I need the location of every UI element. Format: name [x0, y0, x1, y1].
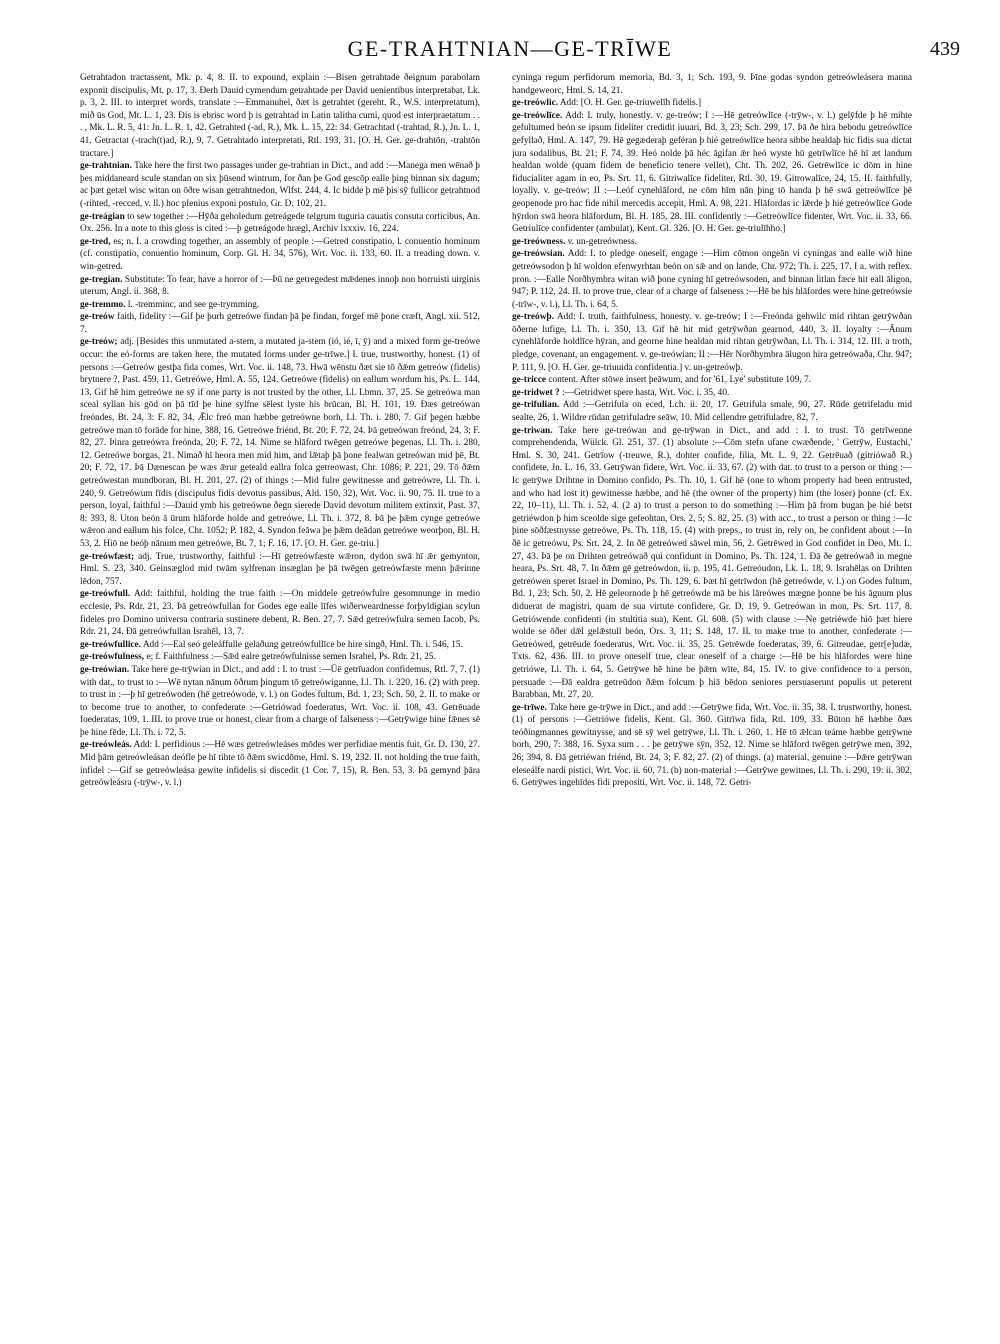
dictionary-entry — [512, 72, 912, 97]
entry-headword: ge-treówness. — [512, 236, 566, 247]
entry-text: Take here ge-trȳwe in Dict., and add :—Getrȳwe fida, Wrt. Voc. ii. 35, 38. I. trustworthy, honest. (1) of persons :—Getriówe fidelis, Kent. Gl. 360. Gitrīwa fida, Rtl. 109, 33. Būton hē hæbbe ðæs teóðingmannes gewitnysse, and sē sȳ wel getrȳwe, Ll. Th. i. 260, 1. Hē tō ǣlcan teáme hæbbe getrȳwne borh, 290, 7: 388, 16. Syxa sum . . . þe getrȳwe sȳn, 352, 12. Nime se hlāford twēgen getrȳwe men, 392, 26; 394, 8. Ðā getriéwan friénd, Bt. 24, 3; F. 82, 27. (2) of things. (a) material, genuine :—Þǣre getrȳwan eleseálfe nardi pistici, Wrt. Voc. ii. 60, 71. (b) non-material :—Getrȳwe gewitnes, Ll. Th. i. 290, 19: ii. 302, 6. Getrȳwes ingehīdes fidi prepositi, Wrt. Voc. ii. 148, 72. Getri- — [512, 702, 912, 789]
entry-headword: ge-trīwe. — [512, 702, 547, 713]
entry-text: Add: faithful, holding the true faith :—On middele getreówfulre gesomnunge in medio ecclesie, Ps. Rdr. 21, 23. Þā getreówfullan for Godes ege ealle līfes wiðerweardnesse forþyldigian scylun fideles pro Domino universa contraria sustinere debent, R. Ben. 27, 7. Sǣd getreówfulra semen Iacob, Ps. Rdr. 21, 24. Ðā getreówfullan Israhēl, 13, 7. — [80, 589, 480, 638]
dictionary-entry — [512, 110, 912, 236]
entry-text: e; f. Faithfulness :—Sǣd ealre getreówfulnisse semen Israhel, Ps. Rdr. 21, 25. — [146, 652, 436, 663]
entry-headword: ge-tricce — [512, 375, 547, 386]
left-column — [80, 72, 480, 1320]
dictionary-entry — [512, 248, 912, 311]
dictionary-entry — [80, 739, 480, 789]
entry-text: Substitute: To fear, have a horror of :—Þū ne getregedest mǣdenes innoþ non horruisti uirginis uterum, Angl. ii. 368, 8. — [80, 274, 480, 298]
dictionary-entry — [80, 211, 480, 236]
entry-headword: ge-treówlic. — [512, 98, 559, 109]
entry-headword: ge-treówfæst; — [80, 551, 135, 562]
dictionary-entry — [80, 651, 480, 664]
entry-text: l. -tremminc, and see ge-trymming. — [127, 299, 260, 310]
dictionary-entry — [512, 236, 912, 249]
dictionary-entry — [512, 97, 912, 110]
dictionary-entry — [80, 336, 480, 550]
dictionary-entry — [512, 702, 912, 790]
entry-text: content. After stōwe insert þeāwum, and for '61, Lye' substitute 109, 7. — [548, 375, 811, 386]
entry-headword: ge-treówsian. — [512, 249, 565, 260]
dictionary-entry — [80, 588, 480, 638]
entry-headword: ge-tregian. — [80, 274, 123, 285]
entry-headword: ge-triwan. — [512, 425, 553, 436]
entry-text: faith, fidelity :—Gif þe þurh getreówe findan þā þe findan, forgef mē þone cræft, Angl. xii. 512, 7. — [80, 312, 480, 335]
entry-headword: ge-tred, — [80, 236, 111, 247]
entry-text: Add: I. perfidious :—Hē wæs getreówleáses mōdes wer perfidiae mentis fuit, Gr. D. 130, 27. Mid þām getreówleásan deófle þe hī tihte tō ðǣm swicdōme, Hml. S. 19, 232. II. not holding the true faith, infidel :—Gif se getreówleása gewite infidelis si discedit (1 Cor. 7, 15), R. Ben. 53, 3. Þā gemynd þāra getreówleásra (-trȳw-, v. l.) — [80, 740, 480, 789]
dictionary-entry — [80, 299, 480, 312]
entry-text: :—Getridwet spere hasta, Wrt. Voc. i. 35, 40. — [562, 387, 730, 398]
entry-text: Take here the first two passages under ge-trahtian in Dict., and add :—Manega men wēnað þ þes middaneard scule standan on six þūsend wintrum, for ðan þe God gescōp ealle þing binnan six dagum; ac þæt getæl wisc witan on ōðre wisan getrahtnedon, Wlfst. 244, 4. Ic bidde þ mē þis sȳ fullicor getrahtnod (-rihted, -recced, v. ll.) hoc plenius exponi postulo, Gr. D. 102, 21. — [80, 161, 480, 209]
entry-headword: ge-treówþ. — [512, 312, 554, 323]
entry-text: Add: I. truth, faithfulness, honesty. v. ge-treów; I :—Freónda gehwilc mid rihtan getrȳwðan ōðerne lufige, Ll. Th. i. 350, 13. Gif hē hit mid getrȳwðan gearnod, 440, 3. II. loyalty :—Ānum cynehlāforde holdlīce hȳran, and geornе hine healdan mid rihtan getrȳwðan, Ll. Th. i. 314, 12. III. a troth, pledge, covenant, an engagement. v. ge-treówian; II :—Hēr Norðhymbra ālugon hira getreówaða, Chr. 947; P. 111, 9. [O. H. Ger. ge-triuuida confidentia.] v. un-getreówþ. — [512, 312, 912, 373]
entry-text: Getrahtadon tractassent, Mk. p. 4, 8. II. to expound, explain :—Bisen getrahtade ðeignum parabolam exponit discipulis, Mt. p. 17, 3. Ðerh Dauid cymendum getrahtade per David uenientibus interpretabat, Lk. p. 3, 2. III. to interpret words, translate :—Emmanuhel, ðæt is getrahtet (gereht, R., W.S. interpretatum), mið ūs God, Mt. L. 1, 23. Ðis is ebrisc word þ is getrahtad in Latin talitha cumi, quod est interpraetatum . . . , Mk. L. R. 5, 41: Jn. L. R. 1, 42. Getrahted (-ad, R.), Mk. L. 15, 22: 34. Getrachtad (-trahtad, R.), Jn. L. 1, 41. Getractat (-trach(t)ad, R.), 9, 7. Getrahtado interpretati, Rtl. 193, 31. [O. H. Ger. ge-drahtōn, -trahtōn tractare.] — [80, 73, 480, 159]
entry-text: Take here ge-trȳwian in Dict., and add : I. to trust :—Ūē getrīuadon confidemus, Rtl. 7, 7. (1) with dat., to trust to :—Wē nytan nānum ōðrum þingum tō getreówiganne, Ll. Th. i. 220, 16. (2) with prep. to trust in :—þ hī getreówoden (hē getreówode, v. l.) on Godes fultum, Bd. 1, 23; Sch. 50, 2. II. to make or to become true to another, to confederate :—Getriówad foederatus, Wrt. Voc. ii. 108, 43. Getrēuade foederatas, 109, 1. III. to prove true or honest, clear from a charge of falseness :—Getrȳwige hine fǣnes sē þe hine fēde, Ll. Th. i. 72, 5. — [80, 664, 480, 738]
entry-text: adj. [Besides this unmutated a-stem, a mutated ja-stem (ió, ié, ī, ȳ) and a mixed form ge-treówe occur: the eó-forms are taken here, the mutated forms under ge-trīwe.] I. true, trustworthy, honest. (1) of persons :—Getreów gestþa fida comes, Wrt. Voc. ii. 148, 73. Hwā wēnstu ðæt sie tō ðǣm getreów (fidelis) brytnere ?, Past. 459, 11. Getreówe, Hml. A. 55, 124. Getreówe (fidelis) on eallum wordum his, Ps. L. 144, 13. Gif hē him getreówe ne sȳ if one party is not trusted by the other, Ll. Lbmn. 37, 25. Se getreówa man sceal syllan his gōd on þā tīd þe hine sylfne sēlest lyste his brūcan, Bl. H. 101, 19. Ðæs getreówan freóndes, Bt. 24, 3: F. 82, 34. Ǣlc freó man hæbbe getreówne borh, Ll. Th. i. 280, 7. Gif þegen hæbbe getreówe man tō forāde for hine, 388, 16. Getreówe friénd, Bt. 20; F. 72, 24. Þā getreówan freónd, 24, 3; F. 82, 27. Þinra getreówra freónda, 20; F. 72, 14. Nime se hlāford twēgen getreówe þegenas, Ll. Th. i. 280, 12. Getreówe borgas, 21. Nimað hī heora men mid him, and lǣtaþ þā þone fealwan getreówan mid þē, Bt. 20; F. 72, 17. Þā Dænescan þe wæs ǣrur geteald eallra folca getreowast, Chr. 1086; P. 221, 29. Tō ðǣm getreówestan mundboran, Bl. H. 201, 27. (2) of things :—Mid fulre gewitnesse and getreówre, Ll. Th. i. 240, 9. Getreówum fīdis (discipulus fidis devotus passibus, Ald. 150, 32), Wrt. Voc. ii. 90, 75. II. true to a person, loyal, faithful :—Dauid ymb his getreówne ðegn sierede David devotum militem extinxit, Past. 37, 8: 393, 8. Uton beón ā ūrum hlāforde holde and getreówe, Ll. Th. i. 372, 8. Þā þe þǣm cynge getreówe wǣron and eallum his folce, Chr. 1052; P. 182, 4. Syndon feāwa þe þǣm deādan getreówe weorþon, Bl. H. 53, 2. Hiō ne beóþ nānum men getreówe, Bt. 7, 1; F. 16, 17. [O. H. Ger. ge-triu.] — [80, 337, 480, 549]
entry-text: Add: I. to pledge oneself, engage :—Him cōmon ongeān vi cyningas and ealle wið hine getreówsodon þ hī woldon efenwyrhtan beón on sǣ and on lande, Chr. 972; Th. i. 225, 17. I a. with reflex. pron. :—Ealle Norðhymbra witan wið þone cyning hī getreówsoden, and binnan litlan fæce hit eall āligon, 947; P. 112, 24. II. to prove true, clear of a charge of falseness :—Hē be his hlāfordes were hine getreówsie (-trīw-, v. l.), Ll. Th. i. 64, 5. — [512, 249, 912, 310]
entry-headword: ge-treów — [80, 312, 115, 323]
entry-text: Add: [O. H. Ger. ge-triuwelīh fidelis.] — [559, 98, 702, 109]
dictionary-entry — [512, 399, 912, 424]
entry-text: Add: I. truly, honestly. v. ge-treów; I :—Hē getreówlīce (-trȳw-, v. l.) gelȳfde þ hē mihte gefultumed beón se ipsum fideliter credidit iuuari, Bd. 3, 23; Sch. 299, 17. Þā ðe hira bebodu getreówlīce gefyllað, Hml. A. 147, 79. Hē gegæderaþ geféran þ hié getreówlīce heora sibbe healdaþ hic fidis sua dictat jura sodalibus, Bt. 21; F. 74, 39. Heó nolde þā héc āgifan ǣr heó wyste hū getrīwlīce hē hī æt landum healdan wolde (quam fidem de beneficio tenere vellet), Cht. Th. 202, 26. Getrēwlīce ic dōm in hine fiducialiter agam in eo, Ps. Srt. 11, 6. Gitriwalīce fideliter, Rtl. 30, 19. Gitrowalīce, 24, 15. II. faithfully, loyally. v. ge-treów; II :—Leóf cynehlāford, ne cōm hīm nān þing tō handa þ hē swā getreówlīce þē geopenode pro hac fide nihil mercedis accepit, Hml. A. 98, 221. Hlāfordas ic lǣrde þ hié getreówlīce Gode hȳrdon swā heora hlāfordum, Bl. H. 185, 28. III. confidently :—Getreówlīce fidenter, Wrt. Voc. ii. 33, 66. Getriulīce confidenter (ambulat), Kent. Gl. 326. [O. H. Ger. ge-triulīhho.] — [512, 110, 912, 235]
entry-text: Add :—Getrifula on eced, Lch. ii. 20, 17. Getrifula smale, 90, 27. Rūde getrifeladu mid sealte, 26, 1. Wildre rūdan getrifuladre seāw, 10. Mid cellendre getrifuladre, 82, 7. — [512, 400, 912, 424]
entry-headword: ge-treówfull. — [80, 589, 131, 600]
entry-headword: ge-treágian — [80, 211, 125, 222]
page-number: 439 — [930, 38, 960, 60]
entry-headword: ge-treów; — [80, 337, 118, 348]
dictionary-entry — [80, 72, 480, 160]
dictionary-entry — [512, 387, 912, 400]
dictionary-entry — [80, 551, 480, 589]
entry-text: adj. True, trustworthy, faithful :—Hī getreówfæste wǣron, dydon swā hī ǣr gemynton, Hml. S. 23, 340. Geinsæglod mid twām sylfrenan insæglan þe þā twēgen getreówfæste menn þǣrinne lēdon, 757. — [80, 551, 480, 587]
entry-headword: ge-tremmo. — [80, 299, 126, 310]
entry-headword: ge-treówlīce. — [512, 110, 563, 121]
entry-headword: ge-trahtnian. — [80, 161, 132, 172]
entry-headword: ge-treówfullice. — [80, 639, 142, 650]
entry-text: es; n. I. a crowding together, an assembly of people :—Getred constipatio, l. conuentio hominum (cf. constipatio, conuentio hominum, Corp. Gl. H. 34, 576), Wrt. Voc. ii. 133, 60. II. a treading down. v. win-getred. — [80, 236, 480, 272]
entry-text: to sew together :—Hȳða geholedum getreágede telgrum tuguria cauatis consuta corticibus, An. Ox. 256. In a note to this gloss is cited :—þ getreágode hrægl, Archiv lxxxiv. 16, 224. — [80, 211, 480, 235]
dictionary-entry — [80, 236, 480, 274]
entry-headword: ge-treówfulness, — [80, 652, 145, 663]
entry-headword: ge-treówleás. — [80, 740, 132, 751]
entry-headword: ge-trifulian. — [512, 400, 560, 411]
entry-text: Take here ge-treówan and ge-trȳwan in Dict., and add : I. to trust. Tō getrīwenne comprehendenda, Wülck. Gl. 251, 37. (1) absolute :—Cōm stefn ufane cwæðende, ' Getrȳw, Eustachi,' Hml. S. 30, 241. Getrīow (-treuwe, R.), dohter confide, filia, Mt. L. 9, 22. Getrēuað (gitriówað R.) confidete, Jn. L. 16, 33. Getrȳwan fidere, Wrt. Voc. ii. 33, 67. (2) with dat. to trust to a person or thing :—Ic getrȳwe Drihtne in Domino confido, Ps. Th. 10, 1. Gif hē (one to whom property had been entrusted, and who had lost it) gewitnesse hæbbe, and hē (the owner of the property) him (the loser) þonne (cf. Ex. 22, 10–11), Ll. Th. i. 52, 4. (2 a) to trust a person to do something :—Him þā from bugan þe hié betst getriéwdon þ him sceolde sige gefeohtan, Ors. 2, 5; S. 82, 25. (3) with acc., to trust a person or thing :—Ic þine sōðfæstnysse getreówe, Ps. Th. 118, 15. (4) with preps., to trust in, rely on, be confident about :—In ðē ic getreówu, Ps. Srt. 24, 2. In ðē getreówed sāwel min, 56, 2. Getrēwed in God confidet in Deo, Mt. L. 27, 43. Þā þe on Drihten getreówað qui confidunt in Domino, Ps. Th. 124, 1. Ðā ðe getreówað in megne heara, Ps. Srt. 48, 7. In ðǣm gē getreówdon, ii. p. 195, 41. Getreóudon, Lk. L. 18, 9. Israhēlas on Drihten getreówen speret Israel in Domino, Ps. Th. 129, 6. Þæt hī getrīwdon (hē getreówde, v. l.) on Godes fultum, Bd. 1, 23; Sch. 50, 2. Hē geleornode þ hē getreówde mā be his lāreówes mægne þonne be his āgnum plus diduerat de magistri, quam de sua virtute confidere, Gr. D. 19, 9. Getreówan in mon, Ps. Srt. 117, 8. Getriówende confidenti (in stultitia sua), Kent. Gl. 608. (5) with clause :—Ne getriéwde hiō þæt hiere wolde se ōðer dǣl gelǣstull beón, Ors. 3, 11; S. 148, 17. II. to make true to another, confederate :—Getreówed, getrēude foederatus, Wrt. Voc. ii. 35, 25. Getrēwde foederatas, 39, 6. Gitreudae, getr[e]udæ, Txts. 62, 436. III. to prove oneself true, clear oneself of a charge :—Hē be his hlāfordes were hine getriówe, Ll. Th. i. 64, 5. Getrȳwe hē hine be þǣm wīte, 84, 15. IV. to give confidence to a person, persuade :—Ðā ealdra getreūdon ðǣm folcum þ hiā bēdon seniores persuaserunt populis ut peterent Barabban, Mt. 27, 20. — [512, 425, 912, 701]
running-title: GE-TRAHTNIAN—GE-TRĪWE — [347, 36, 673, 61]
dictionary-entry — [80, 664, 480, 740]
dictionary-entry — [512, 425, 912, 702]
dictionary-entry — [512, 374, 912, 387]
dictionary-entry — [80, 274, 480, 299]
entry-text: cyninga regum perfidorum memoria, Bd. 3, 1; Sch. 193, 9. Þīne godas syndon getreówleásera manna handgeweorc, Hml. S. 14, 21. — [512, 73, 912, 96]
entry-headword: ge-treówian. — [80, 664, 130, 675]
entry-text: Add :—Eal seó geleáffulle gelaðung getreówfullīce be hire singð, Hml. Th. i. 546, 15. — [142, 639, 463, 650]
dictionary-entry — [80, 160, 480, 210]
dictionary-entry — [80, 311, 480, 336]
right-column — [512, 72, 912, 1320]
dictionary-entry — [512, 311, 912, 374]
page-header — [60, 34, 960, 64]
entry-headword: ge-tridwet ? — [512, 387, 560, 398]
dictionary-entry — [80, 639, 480, 652]
entry-text: v. un-getreówness. — [567, 236, 637, 247]
